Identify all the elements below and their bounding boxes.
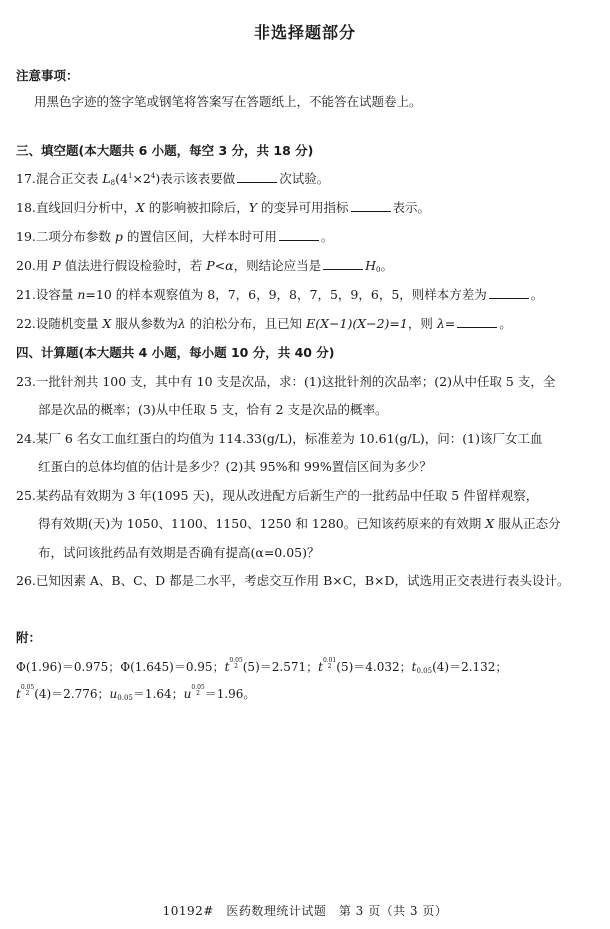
question-23-line2: 部是次品的概率；(3)从中任取 5 支，恰有 2 支是次品的概率。: [38, 402, 388, 417]
notice-text: 用黑色字迹的签字笔或钢笔将答案写在答题纸上，不能答在试题卷上。: [34, 94, 422, 109]
question-25-line2: 得有效期(天)为 1050、1100、1150、1250 和 1280。已知该药原来的有效期 X 服从正态分: [38, 516, 561, 531]
notice-heading: 注意事项：: [16, 68, 79, 83]
question-26: 26.已知因素 A、B、C、D 都是二水平，考虑交互作用 B×C，B×D，试选用正交表进行表头设计。: [16, 573, 570, 588]
question-18: 18.直线回归分析中，X 的影响被扣除后，Y 的变异可用指标 表示。: [16, 200, 431, 215]
question-21: 21.设容量 n=10 的样本观察值为 8，7，6，9，8，7，5，9，6，5，则样本方差为 。: [16, 287, 544, 302]
question-24-line1: 24.某厂 6 名女工血红蛋白的均值为 114.33(g/L)，标准差为 10.61(g/L)，问：(1)该厂女工血: [16, 431, 543, 446]
question-19: 19.二项分布参数 p 的置信区间，大样本时可用 。: [16, 229, 334, 244]
question-22: 22.设随机变量 X 服从参数为λ 的泊松分布，且已知 E(X−1)(X−2)=1，则 λ= 。: [16, 316, 512, 331]
page-footer: 10192# 医药数理统计试题 第 3 页（共 3 页）: [162, 904, 448, 918]
section3-heading: 三、填空题(本大题共 6 小题，每空 3 分，共 18 分): [16, 143, 314, 158]
page-title: 非选择题部分: [253, 23, 356, 42]
answer-blank-18: [351, 199, 391, 212]
appendix-line1: Φ(1.96)＝0.975；Φ(1.645)＝0.95；t 0.05 2 (5)＝2.571；t 0.01 2 (5)＝4.032；$t_{0.05}(4)=2.132$；: [16, 657, 508, 675]
section4-heading: 四、计算题(本大题共 4 小题，每小题 10 分，共 40 分): [16, 345, 335, 360]
question-23-line1: 23.一批针剂共 100 支，其中有 10 支是次品，求：(1)这批针剂的次品率；(2)从中任取 5 支，全: [16, 374, 556, 389]
question-24-line2: 红蛋白的总体均值的估计是多少？(2)其 95%和 99%置信区间为多少？: [38, 459, 432, 474]
answer-blank-21: [489, 286, 529, 299]
appendix-heading: 附：: [16, 630, 42, 645]
answer-blank-17: [237, 170, 277, 183]
answer-blank-19: [279, 228, 319, 241]
appendix-line2: t 0.05 2 (4)＝2.776；$u_{0.05}=1.64$；u 0.05 2 ＝1.96。: [16, 684, 256, 702]
question-25-line3: 布，试问该批药品有效期是否确有提高(α=0.05)？: [38, 545, 320, 560]
question-20: 20.用 P 值法进行假设检验时，若 P<α，则结论应当是 $H_0$。: [16, 258, 393, 274]
question-17: 17.混合正交表 $L_8(4^1\times 2^4)$表示该表要做 次试验。: [16, 171, 330, 187]
question-25-line1: 25.某药品有效期为 3 年(1095 天)，现从改进配方后新生产的一批药品中任取 5 件留样观察，: [16, 488, 539, 503]
answer-blank-22: [457, 315, 497, 328]
answer-blank-20: [323, 257, 363, 270]
